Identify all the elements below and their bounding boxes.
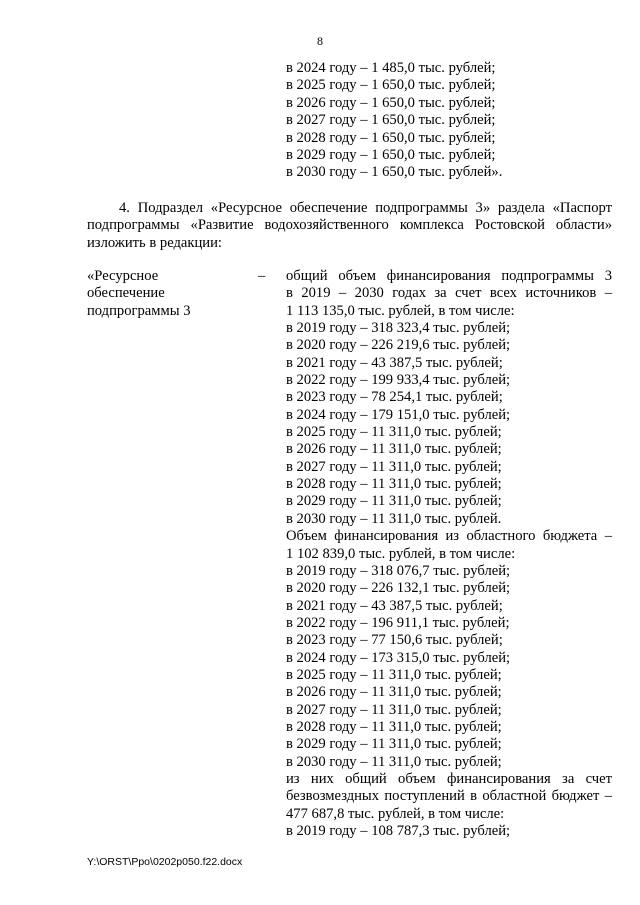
paragraph-line: 4. Подраздел «Ресурсное обеспечение подпрограммы 3» раздела «Паспорт	[119, 200, 612, 216]
list-item: в 2023 году – 77 150,6 тыс. рублей;	[286, 632, 503, 649]
paragraph-4	[87, 200, 612, 252]
list-item: в 2019 году – 108 787,3 тыс. рублей;	[286, 823, 511, 839]
paragraph-line: подпрограммы «Развитие водохозяйственного комплекса Ростовской области»	[87, 217, 612, 234]
footer-file-path: Y:\ORST\Ppo\0202p050.f22.docx	[87, 856, 243, 868]
list-item: в 2027 году – 11 311,0 тыс. рублей;	[286, 458, 502, 475]
label-line: «Ресурсное	[87, 268, 159, 284]
list-item: в 2029 году – 1 650,0 тыс. рублей;	[286, 147, 496, 164]
list-item: в 2021 году – 43 387,5 тыс. рублей;	[286, 597, 503, 614]
page-number: 8	[317, 34, 323, 48]
paragraph-line: изложить в редакции:	[87, 234, 222, 251]
grants-intro-line: 477 687,8 тыс. рублей, в том числе:	[286, 805, 505, 822]
label-line: подпрограммы 3	[87, 302, 191, 319]
list-item: в 2019 году – 318 076,7 тыс. рублей;	[286, 562, 511, 579]
list-item: в 2028 году – 11 311,0 тыс. рублей;	[286, 476, 502, 493]
list-item: в 2024 году – 179 151,0 тыс. рублей;	[286, 406, 511, 423]
list-item: в 2021 году – 43 387,5 тыс. рублей;	[286, 354, 503, 371]
regional-intro-line: 1 102 839,0 тыс. рублей, в том числе:	[286, 545, 516, 562]
list-item: в 2026 году – 11 311,0 тыс. рублей;	[286, 441, 502, 458]
list-item: в 2019 году – 318 323,4 тыс. рублей;	[286, 320, 511, 337]
list-item: в 2022 году – 199 933,4 тыс. рублей;	[286, 372, 511, 389]
list-item: в 2020 году – 226 132,1 тыс. рублей;	[286, 580, 511, 597]
list-item: в 2027 году – 11 311,0 тыс. рублей;	[286, 701, 502, 718]
total-intro-line: общий объем финансирования подпрограммы 3	[286, 268, 612, 284]
list-item: в 2025 году – 1 650,0 тыс. рублей;	[286, 77, 496, 94]
list-item: в 2024 году – 173 315,0 тыс. рублей;	[286, 649, 511, 666]
grants-intro-line: из них общий объем финансирования за счет	[286, 770, 612, 787]
list-item: в 2029 году – 11 311,0 тыс. рублей;	[286, 736, 502, 753]
list-item: в 2030 году – 11 311,0 тыс. рублей;	[286, 753, 502, 770]
list-item: в 2024 году – 1 485,0 тыс. рублей;	[286, 60, 496, 76]
list-item: в 2030 году – 11 311,0 тыс. рублей.	[286, 510, 502, 527]
list-item: в 2028 году – 11 311,0 тыс. рублей;	[286, 718, 502, 735]
list-item: в 2030 году – 1 650,0 тыс. рублей».	[286, 164, 503, 181]
passport-label	[87, 268, 247, 320]
list-item: в 2028 году – 1 650,0 тыс. рублей;	[286, 129, 496, 146]
list-item: в 2025 году – 11 311,0 тыс. рублей;	[286, 424, 502, 441]
passport-dash: –	[258, 268, 266, 284]
total-intro-line: 1 113 135,0 тыс. рублей, в том числе:	[286, 302, 515, 319]
list-item: в 2025 году – 11 311,0 тыс. рублей;	[286, 666, 502, 683]
total-intro-line: в 2019 – 2030 годах за счет всех источников –	[286, 285, 612, 302]
regional-intro-line: Объем финансирования из областного бюджета –	[286, 528, 612, 545]
top-funding-list	[286, 60, 502, 182]
list-item: в 2026 году – 11 311,0 тыс. рублей;	[286, 684, 502, 701]
list-item: в 2023 году – 78 254,1 тыс. рублей;	[286, 389, 503, 406]
list-item: в 2027 году – 1 650,0 тыс. рублей;	[286, 112, 496, 129]
grants-intro-line: безвозмездных поступлений в областной бюджет –	[286, 788, 612, 805]
list-item: в 2020 году – 226 219,6 тыс. рублей;	[286, 337, 511, 354]
list-item: в 2022 году – 196 911,1 тыс. рублей;	[286, 614, 510, 631]
list-item: в 2029 году – 11 311,0 тыс. рублей;	[286, 493, 502, 510]
label-line: обеспечение	[87, 285, 165, 302]
list-item: в 2026 году – 1 650,0 тыс. рублей;	[286, 94, 496, 111]
passport-value	[286, 268, 612, 840]
